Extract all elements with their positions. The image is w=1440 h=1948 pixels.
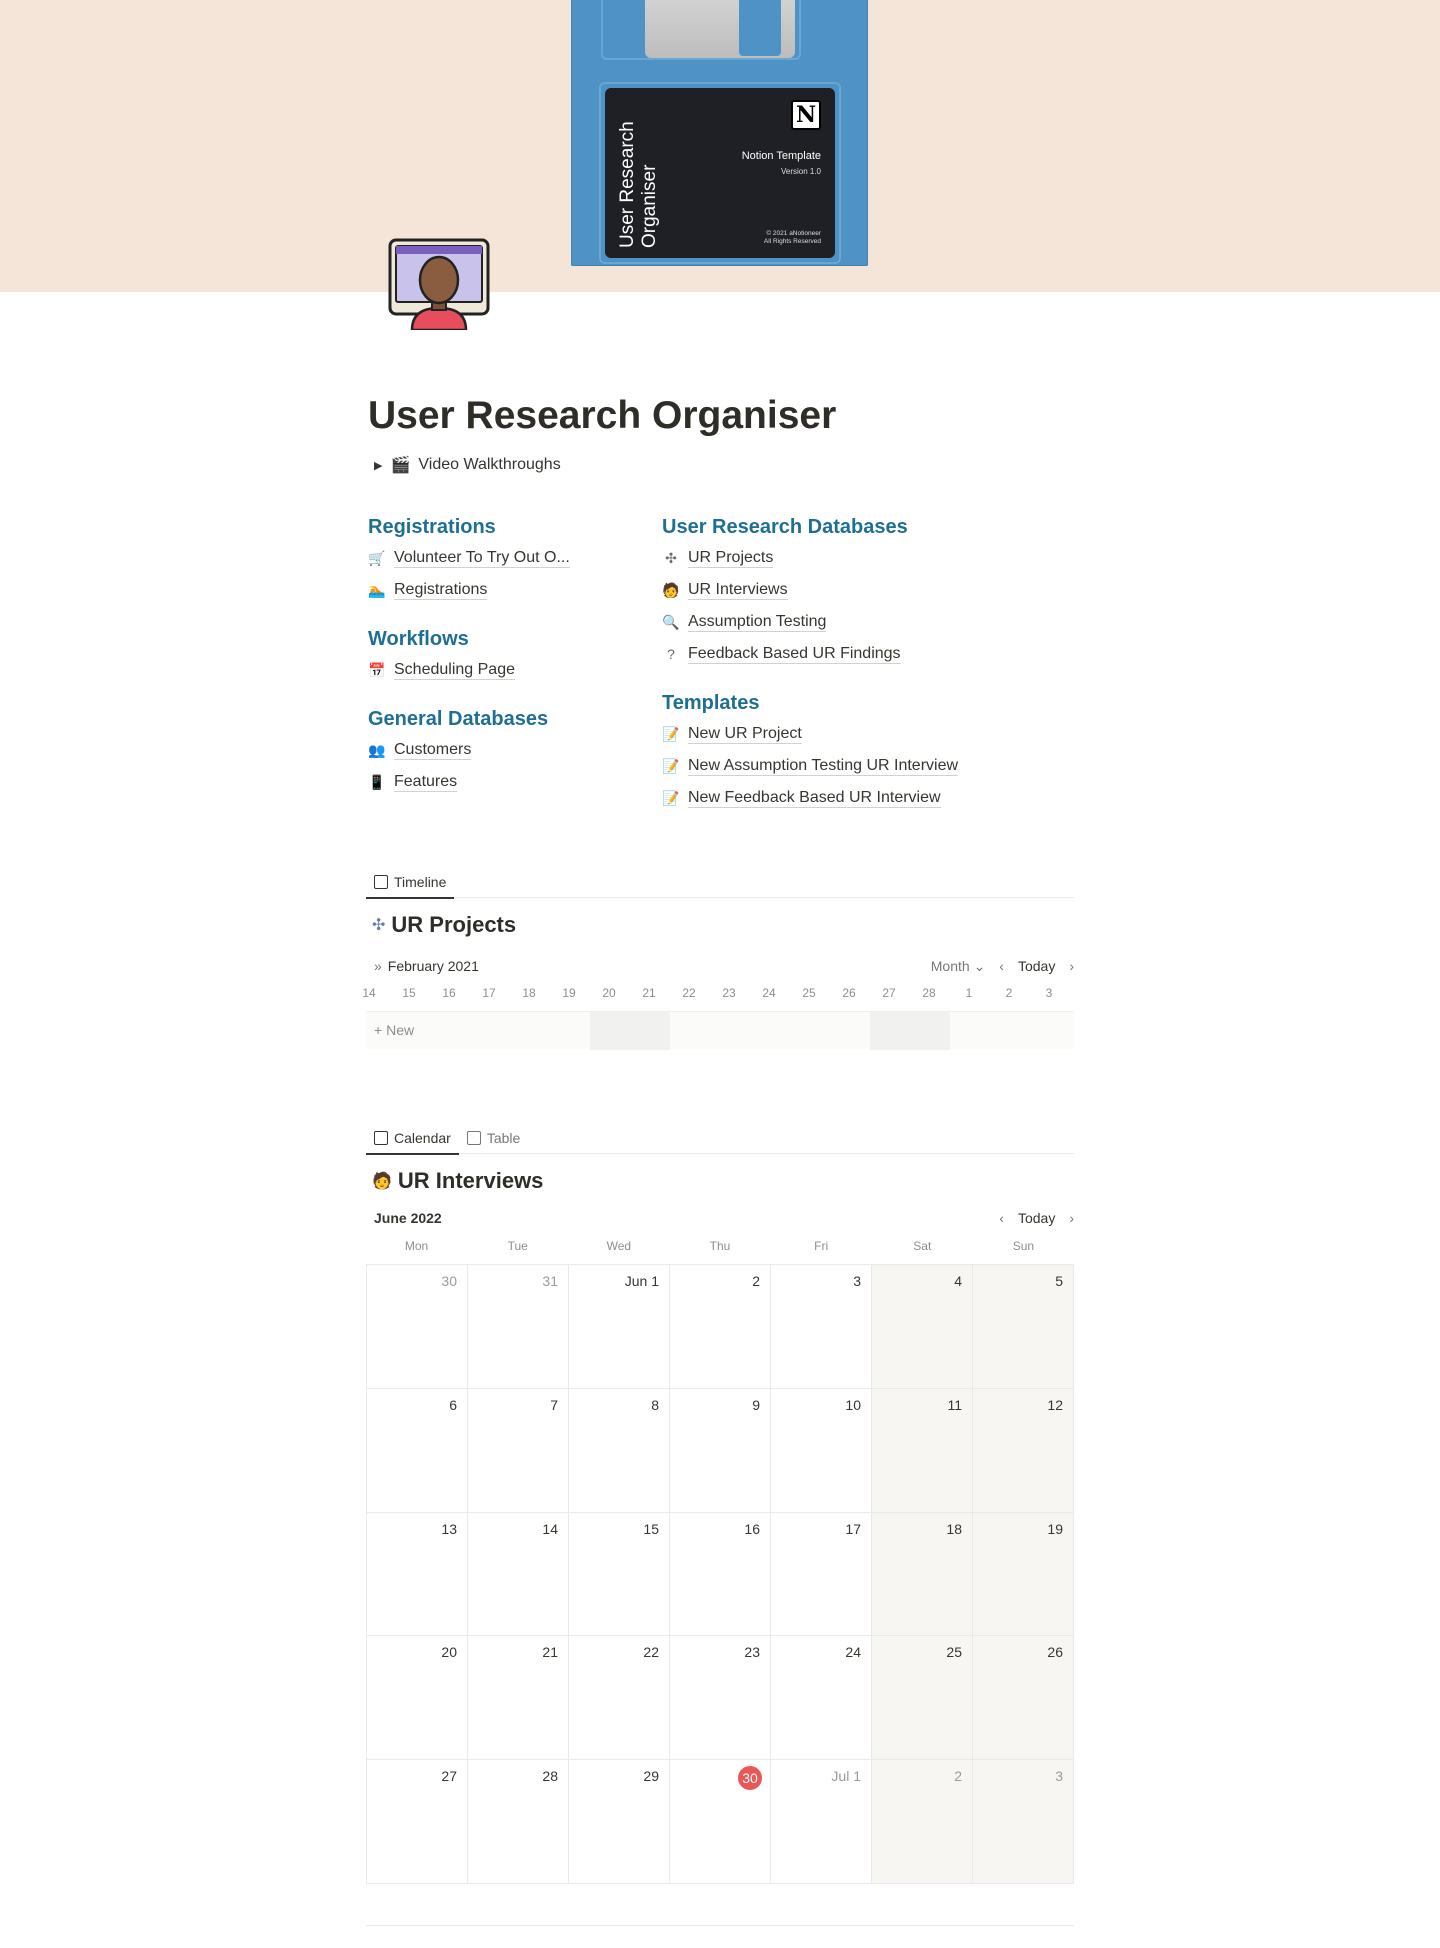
day-number: 3 — [1055, 1768, 1063, 1785]
cart-icon: 🛒 — [368, 549, 386, 566]
timeline-day-label: 18 — [522, 986, 536, 1000]
db-title-text: UR Projects — [391, 912, 517, 937]
calendar-tabbar — [366, 1122, 1074, 1154]
link-label: Registrations — [394, 581, 488, 598]
day-number: 26 — [1047, 1644, 1063, 1661]
link-label: New Assumption Testing UR Interview — [688, 757, 959, 774]
day-number: 21 — [542, 1644, 558, 1661]
calendar-day-cell[interactable] — [973, 1760, 1074, 1884]
link-new-ur-project[interactable] — [662, 718, 1082, 750]
day-number: 13 — [441, 1520, 457, 1537]
phone-icon: 📱 — [368, 773, 386, 790]
calendar-day-cell[interactable] — [367, 1389, 468, 1513]
timeline-icon — [374, 875, 388, 889]
calendar-day-cell[interactable] — [670, 1389, 771, 1513]
weekend-shade — [870, 1012, 950, 1050]
right-column — [662, 512, 1082, 814]
timeline-today-button[interactable]: Today — [1017, 958, 1056, 974]
link-label: Feedback Based UR Findings — [688, 645, 901, 662]
calendar-day-cell[interactable] — [771, 1513, 872, 1637]
calendar-day-cell[interactable] — [872, 1513, 973, 1637]
timeline-day-label: 14 — [362, 986, 376, 1000]
link-new-feedback-interview[interactable] — [662, 782, 1082, 814]
link-label: New UR Project — [688, 725, 802, 742]
weekday-label: Thu — [709, 1239, 731, 1253]
notion-logo-icon: N — [791, 100, 821, 130]
magnifier-icon: 🔍 — [662, 613, 680, 630]
toggle-video-walkthroughs[interactable] — [374, 455, 561, 475]
disk-label-title — [617, 121, 661, 248]
calendar-day-cell[interactable] — [670, 1636, 771, 1760]
calendar-day-cell[interactable] — [872, 1760, 973, 1884]
calendar-day-cell[interactable] — [367, 1636, 468, 1760]
timeline-month: February 2021 — [387, 958, 479, 974]
heading-templates: Templates — [662, 692, 760, 714]
template-label: Notion Template — [741, 150, 821, 162]
tab-label: Calendar — [394, 1130, 451, 1146]
timeline-day-label: 22 — [682, 986, 696, 1000]
calendar-day-cell[interactable] — [670, 1265, 771, 1389]
day-number: 15 — [643, 1520, 659, 1537]
timeline-day-label: 15 — [402, 986, 416, 1000]
calendar-day-cell[interactable] — [367, 1760, 468, 1884]
clapperboard-icon: 🎬 — [390, 457, 411, 474]
page-title[interactable]: User Research Organiser — [368, 394, 837, 437]
plus-icon: + — [374, 1022, 383, 1038]
heading-user-research-databases: User Research Databases — [662, 516, 908, 538]
link-label: Customers — [394, 741, 472, 758]
day-number: 8 — [651, 1396, 659, 1413]
heading-general-databases: General Databases — [368, 708, 549, 730]
day-number: 22 — [643, 1644, 659, 1661]
interview-icon: 🧑 — [662, 581, 680, 598]
calendar-day-cell[interactable] — [569, 1760, 670, 1884]
next-arrow-icon[interactable]: › — [1069, 958, 1074, 974]
calendar-month: June 2022 — [374, 1210, 442, 1226]
tab-table[interactable] — [459, 1122, 528, 1154]
disk-label-line-1: User Research — [617, 121, 638, 248]
calendar-day-cell[interactable] — [973, 1389, 1074, 1513]
calendar-day-cell[interactable] — [771, 1636, 872, 1760]
day-number: 16 — [744, 1520, 760, 1537]
calendar-day-cell[interactable] — [771, 1760, 872, 1884]
link-label: New Feedback Based UR Interview — [688, 789, 941, 806]
weekend-shade — [590, 1012, 670, 1050]
calendar-day-cell[interactable] — [973, 1636, 1074, 1760]
link-features[interactable] — [368, 766, 648, 798]
day-number: 9 — [752, 1396, 760, 1413]
link-label: UR Interviews — [688, 581, 788, 598]
copyright-line-2: All Rights Reserved — [763, 238, 821, 245]
page-icon-user-at-monitor[interactable] — [388, 238, 490, 330]
new-label: New — [386, 1022, 415, 1038]
floppy-disk-illustration — [571, 0, 868, 266]
day-number: 27 — [441, 1768, 457, 1785]
day-number: 23 — [744, 1644, 760, 1661]
weekday-label: Fri — [814, 1239, 829, 1253]
day-number: 19 — [1047, 1520, 1063, 1537]
link-label: Assumption Testing — [688, 613, 827, 630]
calendar-day-cell[interactable] — [771, 1389, 872, 1513]
day-number: 2 — [954, 1768, 962, 1785]
link-label: Features — [394, 773, 458, 790]
toggle-label: Video Walkthroughs — [418, 456, 561, 473]
timeline-day-labels — [362, 986, 1074, 1002]
timeline-day-label: 19 — [562, 986, 576, 1000]
link-customers[interactable] — [368, 734, 648, 766]
calendar-header — [374, 1208, 1074, 1228]
calendar-day-cell[interactable] — [367, 1265, 468, 1389]
weekday-label: Sun — [1012, 1239, 1035, 1253]
link-assumption-testing[interactable] — [662, 606, 1082, 638]
interview-icon: 🧑 — [372, 1173, 392, 1190]
weekday-label: Tue — [507, 1239, 528, 1253]
timeline-new-button[interactable] — [374, 1022, 414, 1038]
calendar-day-cell[interactable] — [872, 1389, 973, 1513]
divider — [366, 1925, 1074, 1926]
tab-calendar[interactable] — [366, 1122, 459, 1154]
day-number: 14 — [542, 1520, 558, 1537]
calendar-day-cell[interactable] — [569, 1389, 670, 1513]
calendar-day-cell[interactable] — [973, 1513, 1074, 1637]
timeline-day-label: 23 — [722, 986, 736, 1000]
document-icon: 📝 — [662, 757, 680, 774]
db-title-text: UR Interviews — [397, 1168, 544, 1193]
day-number: 3 — [853, 1273, 861, 1289]
calendar-day-cell[interactable] — [771, 1265, 872, 1389]
tab-label: Timeline — [394, 874, 447, 890]
calendar-day-cell[interactable] — [670, 1760, 771, 1884]
disk-label-line-2: Organiser — [639, 164, 660, 248]
day-number: Jun 1 — [624, 1273, 659, 1289]
link-label: Scheduling Page — [394, 661, 515, 678]
weekday-label: Mon — [404, 1239, 429, 1253]
disk-slot — [739, 0, 781, 56]
timeline-day-label: 3 — [1045, 986, 1053, 1000]
link-ur-projects[interactable] — [662, 542, 1082, 574]
calendar-day-cell[interactable] — [468, 1513, 569, 1637]
link-label: UR Projects — [688, 549, 774, 566]
prev-arrow-icon[interactable]: ‹ — [999, 958, 1004, 974]
calendar-day-cell[interactable] — [872, 1636, 973, 1760]
copyright-line-1: © 2021 aNotioneer — [766, 230, 821, 237]
ur-projects-title[interactable] — [372, 912, 516, 938]
day-number: 2 — [752, 1273, 760, 1289]
day-number: 11 — [947, 1396, 962, 1413]
calendar-day-cell[interactable] — [569, 1636, 670, 1760]
people-icon: 👥 — [368, 741, 386, 758]
link-new-assumption-interview[interactable] — [662, 750, 1082, 782]
today-date-badge: 30 — [738, 1766, 762, 1790]
next-arrow-icon[interactable]: › — [1069, 1210, 1074, 1226]
calendar-day-cell[interactable] — [973, 1265, 1074, 1389]
cover-image — [0, 0, 1440, 292]
template-copyright — [764, 230, 821, 246]
projects-icon: ✣ — [372, 917, 386, 934]
day-number: 4 — [954, 1273, 962, 1289]
link-feedback-findings[interactable] — [662, 638, 1082, 670]
day-number: 6 — [449, 1396, 457, 1413]
toggle-triangle-icon[interactable]: ▶ — [374, 459, 383, 472]
prev-arrow-icon[interactable]: ‹ — [999, 1210, 1004, 1226]
timeline-scale-select[interactable] — [931, 958, 986, 975]
day-number: 12 — [1047, 1396, 1063, 1413]
calendar-weekday-row — [366, 1239, 1074, 1257]
day-number: 28 — [542, 1768, 558, 1785]
timeline-day-label: 17 — [482, 986, 496, 1000]
calendar-today-button[interactable]: Today — [1017, 1210, 1056, 1226]
ur-interviews-title[interactable] — [372, 1168, 543, 1194]
calendar-day-cell[interactable] — [670, 1513, 771, 1637]
timeline-day-label: 20 — [602, 986, 616, 1000]
disk-label — [605, 88, 835, 258]
table-view-icon — [467, 1131, 481, 1145]
day-number: 20 — [441, 1644, 457, 1661]
timeline-day-label: 27 — [882, 986, 896, 1000]
day-number: 10 — [845, 1396, 861, 1413]
day-number: 29 — [643, 1768, 659, 1785]
scale-label: Month — [930, 957, 970, 974]
tab-label: Table — [486, 1130, 521, 1146]
timeline-day-label: 16 — [442, 986, 456, 1000]
link-label: Volunteer To Try Out O... — [394, 549, 570, 566]
timeline-day-label: 26 — [842, 986, 856, 1000]
left-column — [368, 512, 648, 798]
document-icon: 📝 — [662, 789, 680, 806]
link-volunteer[interactable] — [368, 542, 648, 574]
day-number: 24 — [845, 1644, 861, 1661]
calendar-day-cell[interactable] — [468, 1636, 569, 1760]
day-number: 7 — [550, 1396, 558, 1413]
heading-registrations: Registrations — [368, 516, 496, 538]
day-number: 5 — [1055, 1273, 1063, 1289]
tab-timeline[interactable] — [366, 866, 454, 898]
timeline-day-label: 2 — [1005, 986, 1013, 1000]
calendar-day-cell[interactable] — [468, 1760, 569, 1884]
calendar-view-icon — [374, 1131, 388, 1145]
calendar-icon: 📅 — [368, 661, 386, 678]
calendar-day-cell[interactable] — [872, 1265, 973, 1389]
chevron-down-icon: ⌄ — [973, 957, 986, 974]
timeline-day-label: 21 — [642, 986, 656, 1000]
timeline-body[interactable] — [366, 1011, 1074, 1049]
day-number: 31 — [542, 1273, 558, 1289]
calendar-grid — [366, 1264, 1074, 1884]
swimmer-icon: 🏊 — [368, 581, 386, 598]
day-number: 25 — [946, 1644, 962, 1661]
calendar-day-cell[interactable] — [569, 1265, 670, 1389]
expand-chevrons-icon[interactable]: » — [374, 958, 382, 974]
calendar-day-cell[interactable] — [468, 1389, 569, 1513]
heading-workflows: Workflows — [368, 628, 469, 650]
timeline-header — [374, 955, 1074, 977]
weekday-label: Sat — [913, 1239, 932, 1253]
calendar-day-cell[interactable] — [367, 1513, 468, 1637]
link-registrations[interactable] — [368, 574, 648, 606]
template-version: Version 1.0 — [780, 167, 821, 176]
document-icon: 📝 — [662, 725, 680, 742]
day-number: 17 — [845, 1520, 861, 1537]
day-number: Jul 1 — [831, 1768, 861, 1785]
timeline-tabbar — [366, 866, 1074, 898]
day-number: 30 — [441, 1273, 457, 1289]
timeline-day-label: 24 — [762, 986, 776, 1000]
projects-icon: ✣ — [665, 549, 677, 566]
timeline-day-label: 25 — [802, 986, 816, 1000]
day-number: 18 — [946, 1520, 962, 1537]
timeline-day-label: 1 — [965, 986, 973, 1000]
weekday-label: Wed — [606, 1239, 632, 1253]
question-icon: ? — [667, 646, 675, 662]
link-scheduling-page[interactable] — [368, 654, 648, 686]
calendar-day-cell[interactable] — [569, 1513, 670, 1637]
timeline-day-label: 28 — [922, 986, 936, 1000]
calendar-day-cell[interactable] — [468, 1265, 569, 1389]
link-ur-interviews[interactable] — [662, 574, 1082, 606]
